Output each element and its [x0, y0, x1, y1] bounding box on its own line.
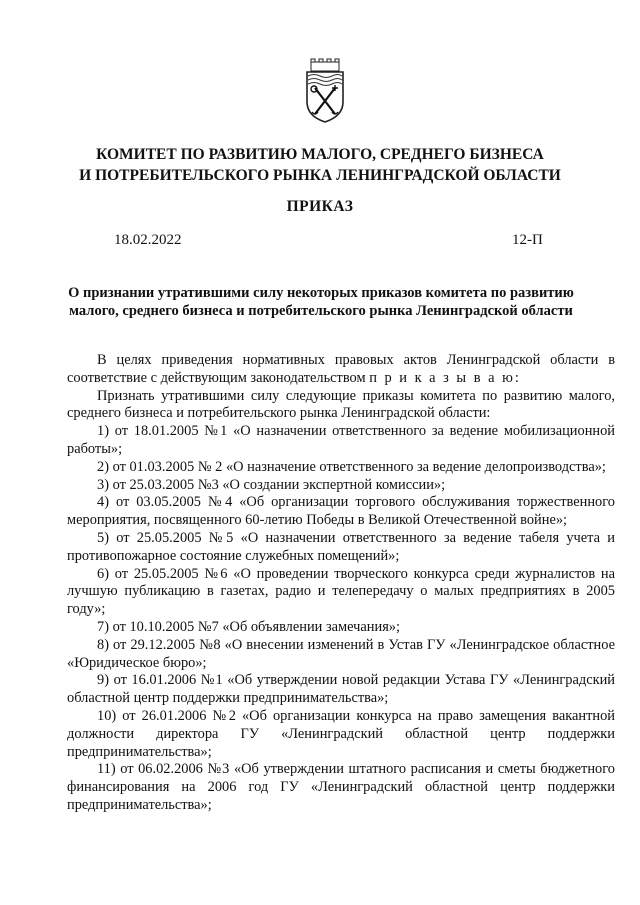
clause-paragraph: Признать утратившими силу следующие приказы комитета по развитию малого, среднего бизнеса и потребительского рынка Ленинградской области: — [67, 387, 615, 422]
list-item: 3) от 25.03.2005 №3 «О создании экспертной комиссии»; — [97, 476, 446, 493]
intro-text: В целях приведения нормативных правовых актов Ленинградской области в соответствие с действующим законодательством — [67, 352, 615, 386]
intro-keyword: п р и к а з ы в а ю: — [369, 369, 521, 386]
list-item: 10) от 26.01.2006 №2 «Об организации конкурса на право замещения вакантной должности директора ГУ «Ленинградский областной центр поддержки предпринимательства»; — [67, 707, 615, 760]
list-item: 6) от 25.05.2005 №6 «О проведении творческого конкурса среди журналистов на лучшую публикацию в газетах, радио и телепередачу о малых предприятиях в 2005 году»; — [67, 565, 615, 618]
list-item: 5) от 25.05.2005 №5 «О назначении ответственного за ведение табеля учета и противопожарное состояние служебных помещений»; — [67, 529, 615, 564]
committee-name — [70, 144, 570, 186]
list-item: 1) от 18.01.2005 №1 «О назначении ответственного за ведение мобилизационной работы»; — [67, 423, 615, 457]
document-number: 12-П — [512, 232, 543, 248]
document-body — [67, 352, 615, 815]
coat-of-arms-icon — [303, 58, 347, 124]
committee-name-line2: И ПОТРЕБИТЕЛЬСКОГО РЫНКА ЛЕНИНГРАДСКОЙ ОБЛАСТИ — [79, 167, 561, 184]
list-item: 8) от 29.12.2005 №8 «О внесении изменений в Устав ГУ «Ленинградское областное «Юридическое бюро»; — [67, 636, 615, 671]
list-item: 2) от 01.03.2005 № 2 «О назначение ответственного за ведение делопроизводства»; — [97, 458, 606, 475]
list-item: 7) от 10.10.2005 №7 «Об объявлении замечания»; — [97, 618, 401, 635]
intro-paragraph — [67, 352, 615, 388]
document-date: 18.02.2022 — [114, 232, 182, 248]
list-item: 9) от 16.01.2006 №1 «Об утверждении новой редакции Устава ГУ «Ленинградский областной центр поддержки предпринимательства»; — [67, 672, 615, 707]
list-item: 11) от 06.02.2006 №3 «Об утверждении штатного расписания и сметы бюджетного финансирования на 2006 год ГУ «Ленинградский областной центр поддержки предпринимательства»; — [67, 761, 615, 813]
list-item: 4) от 03.05.2005 №4 «Об организации торгового обслуживания торжественного мероприятия, посвященного 60-летию Победы в Великой Отечественной войне»; — [67, 494, 615, 529]
document-type: ПРИКАЗ — [286, 198, 354, 215]
subject-line2: малого, среднего бизнеса и потребительского рынка Ленинградской области — [69, 303, 573, 319]
document-subject — [66, 284, 576, 320]
committee-name-line1: КОМИТЕТ ПО РАЗВИТИЮ МАЛОГО, СРЕДНЕГО БИЗНЕСА — [96, 146, 544, 163]
subject-line1: О признании утратившими силу некоторых приказов комитета по развитию — [68, 285, 574, 301]
